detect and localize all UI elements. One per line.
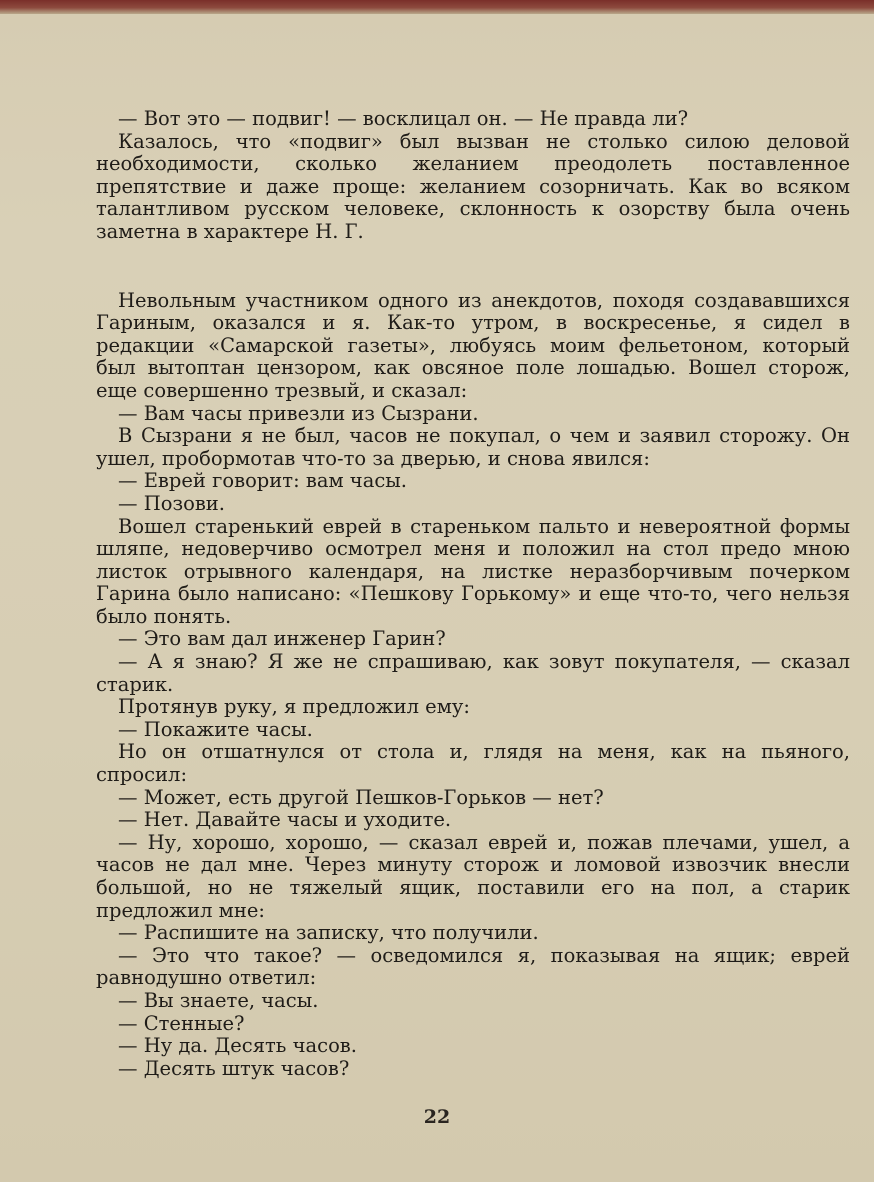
paragraph: — Ну да. Десять часов.: [118, 1034, 357, 1058]
paragraph: — Это что такое? — осведомился я, показывая на ящик; еврей равнодушно ответил:: [96, 943, 850, 990]
paragraph: Казалось, что «подвиг» был вызван не столько силою деловой необходимости, сколько желанием преодолеть поставленное препятствие и даже проще: желанием созорничать. Как во всяком талантливом русском человеке, склонность к озорству была очень заметна в характере Н. Г.: [96, 129, 850, 243]
paragraph: Невольным участником одного из анекдотов, походя создававшихся Гариным, оказался и я. Как-то утром, в воскресенье, я сидел в редакции «Самарской газеты», любуясь моим фельетоном, который был вытоптан цензором, как овсяное поле лошадью. Вошел сторож, еще совершенно трезвый, и сказал:: [96, 288, 850, 402]
paragraph: Протянув руку, я предложил ему:: [118, 695, 470, 719]
paragraph: — Может, есть другой Пешков-Горьков — нет?: [118, 785, 604, 809]
page-text: [96, 108, 850, 1080]
paragraph: — Покажите часы.: [118, 717, 313, 741]
paragraph: Но он отшатнулся от стола и, глядя на меня, как на пьяного, спросил:: [96, 740, 850, 787]
book-cover-edge: [0, 0, 874, 14]
paragraph: — Это вам дал инженер Гарин?: [118, 627, 446, 651]
paragraph: — Вам часы привезли из Сызрани.: [118, 401, 479, 425]
paragraph: — Ну, хорошо, хорошо, — сказал еврей и, пожав плечами, ушел, а часов не дал мне. Через минуту сторож и ломовой извозчик внесли большой, но не тяжелый ящик, поставили его на пол, а старик предложил мне:: [96, 830, 850, 922]
paragraph: — Вот это — подвиг! — восклицал он. — Не правда ли?: [118, 107, 689, 130]
paragraph: Вошел старенький еврей в стареньком пальто и невероятной формы шляпе, недоверчиво осмотрел меня и положил на стол предо мною листок отрывного календаря, на листке неразборчивым почерком Гарина было написано: «Пешкову Горькому» и еще что-то, чего нельзя было понять.: [96, 514, 850, 628]
paragraph: — Стенные?: [118, 1011, 245, 1035]
paragraph: — Вы знаете, часы.: [118, 988, 319, 1012]
paragraph: — Позови.: [118, 491, 225, 515]
page-number: 22: [423, 1106, 451, 1128]
paragraph: — Нет. Давайте часы и уходите.: [118, 808, 452, 832]
paragraph: В Сызрани я не был, часов не покупал, о чем и заявил сторожу. Он ушел, пробормотав что-то за дверью, и снова явился:: [96, 424, 850, 470]
paragraph: — Еврей говорит: вам часы.: [118, 469, 407, 493]
paragraph: — Десять штук часов?: [118, 1056, 350, 1080]
paragraph: — А я знаю? Я же не спрашиваю, как зовут покупателя, — сказал старик.: [96, 650, 850, 696]
paragraph: — Распишите на записку, что получили.: [118, 921, 539, 945]
